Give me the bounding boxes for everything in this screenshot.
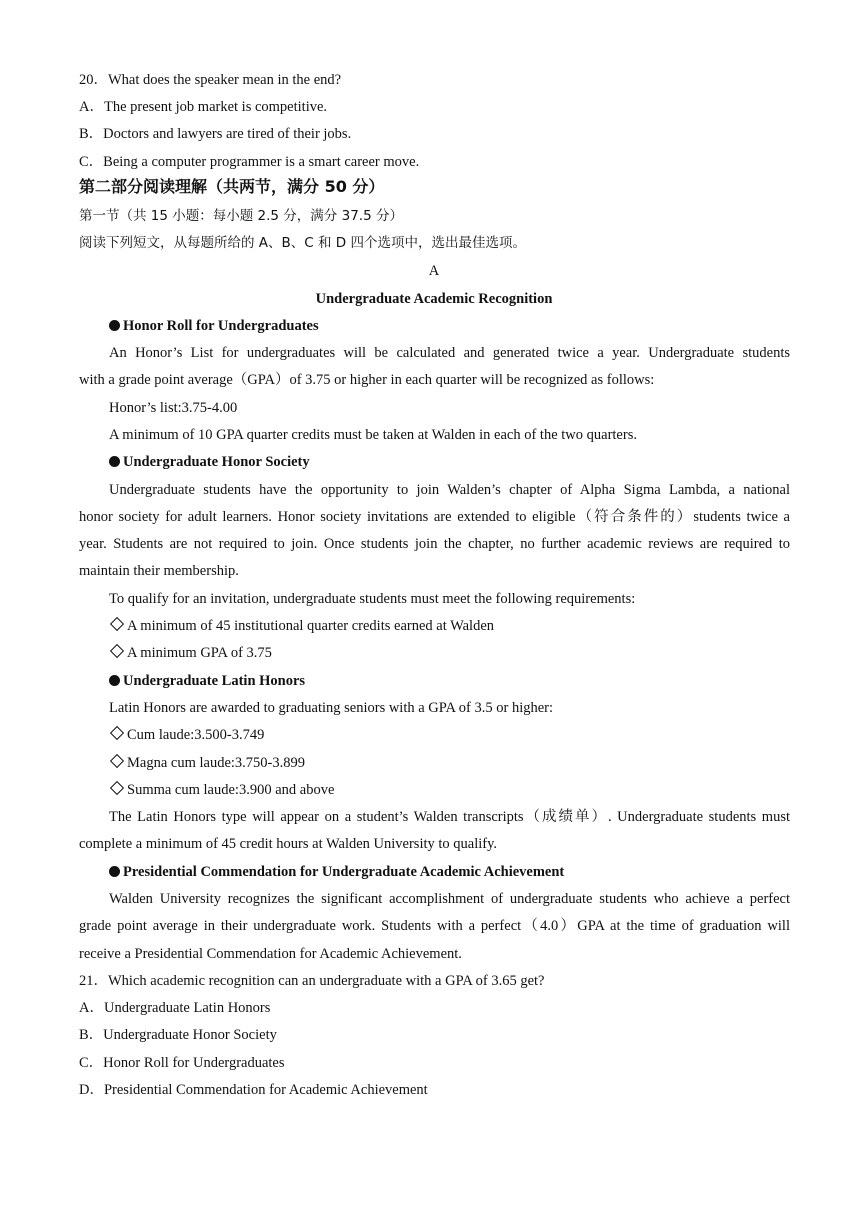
- honor-roll-list: Honor’s list:3.75-4.00: [109, 400, 238, 416]
- section1-title: 第一节（共 15 小题：每小题 2.5 分，满分 37.5 分）: [79, 208, 403, 224]
- diamond-icon: [110, 644, 124, 658]
- bullet-icon: [109, 320, 120, 331]
- latin-honors-heading: Undergraduate Latin Honors: [109, 672, 305, 690]
- latin-honors-level-3: Summa cum laude:3.900 and above: [109, 781, 334, 799]
- q20-question: 20．What does the speaker mean in the end?: [79, 72, 342, 88]
- honor-society-heading: Undergraduate Honor Society: [109, 453, 310, 471]
- latin-honors-intro: Latin Honors are awarded to graduating seniors with a GPA of 3.5 or higher:: [109, 700, 554, 716]
- q20-option-a: A．The present job market is competitive.: [79, 99, 328, 115]
- latin-honors-p-line1: The Latin Honors type will appear on a student’s Walden transcripts（成绩单）. Undergraduate students must: [109, 809, 790, 825]
- passage-label: A: [428, 263, 440, 279]
- passage-title: Undergraduate Academic Recognition: [315, 291, 553, 307]
- presidential-p-line3: receive a Presidential Commendation for Academic Achievement.: [79, 946, 462, 962]
- part2-title: 第二部分阅读理解（共两节，满分 50 分）: [79, 177, 385, 196]
- honor-roll-minimum: A minimum of 10 GPA quarter credits must be taken at Walden in each of the two quarters.: [109, 427, 637, 443]
- honor-roll-p1-line2: with a grade point average（GPA）of 3.75 or higher in each quarter will be recognized as follows:: [79, 372, 655, 388]
- bullet-icon: [109, 675, 120, 686]
- honor-society-req2: A minimum GPA of 3.75: [109, 644, 272, 662]
- q21-question: 21．Which academic recognition can an undergraduate with a GPA of 3.65 get?: [79, 973, 545, 989]
- diamond-icon: [110, 754, 124, 768]
- honor-society-p1-line1: Undergraduate students have the opportunity to join Walden’s chapter of Alpha Sigma Lambda, a national: [109, 482, 790, 498]
- latin-honors-p-line2: complete a minimum of 45 credit hours at Walden University to qualify.: [79, 836, 498, 852]
- latin-honors-level-2: Magna cum laude:3.750-3.899: [109, 754, 305, 772]
- q21-option-b: B．Undergraduate Honor Society: [79, 1027, 277, 1043]
- bullet-icon: [109, 866, 120, 877]
- honor-roll-heading: Honor Roll for Undergraduates: [109, 317, 319, 335]
- latin-honors-level-1: Cum laude:3.500-3.749: [109, 726, 264, 744]
- diamond-icon: [110, 726, 124, 740]
- diamond-icon: [110, 617, 124, 631]
- diamond-icon: [110, 781, 124, 795]
- instruction: 阅读下列短文，从每题所给的 A、B、C 和 D 四个选项中，选出最佳选项。: [79, 235, 526, 251]
- honor-society-p1-line4: maintain their membership.: [79, 563, 239, 579]
- honor-society-p2: To qualify for an invitation, undergraduate students must meet the following requirements:: [109, 591, 636, 607]
- q20-option-b: B．Doctors and lawyers are tired of their jobs.: [79, 126, 352, 142]
- honor-society-p1-line3: year. Students are not required to join. Once students join the chapter, no further academic reviews are required to: [79, 536, 790, 552]
- honor-roll-p1-line1: An Honor’s List for undergraduates will be calculated and generated twice a year. Undergraduate students: [109, 345, 790, 361]
- presidential-p-line2: grade point average in their undergraduate work. Students with a perfect（4.0）GPA at the time of graduation will: [79, 918, 790, 934]
- q21-option-d: D．Presidential Commendation for Academic Achievement: [79, 1082, 428, 1098]
- presidential-heading: Presidential Commendation for Undergraduate Academic Achievement: [109, 863, 564, 881]
- honor-society-req1: A minimum of 45 institutional quarter credits earned at Walden: [109, 617, 494, 635]
- honor-society-p1-line2: honor society for adult learners. Honor society invitations are extended to eligible（符合条件的）students twice a: [79, 509, 790, 525]
- q21-option-a: A．Undergraduate Latin Honors: [79, 1000, 271, 1016]
- q21-option-c: C．Honor Roll for Undergraduates: [79, 1055, 285, 1071]
- q20-option-c: C．Being a computer programmer is a smart career move.: [79, 154, 420, 170]
- bullet-icon: [109, 456, 120, 467]
- presidential-p-line1: Walden University recognizes the significant accomplishment of undergraduate students who achieve a perfect: [109, 891, 790, 907]
